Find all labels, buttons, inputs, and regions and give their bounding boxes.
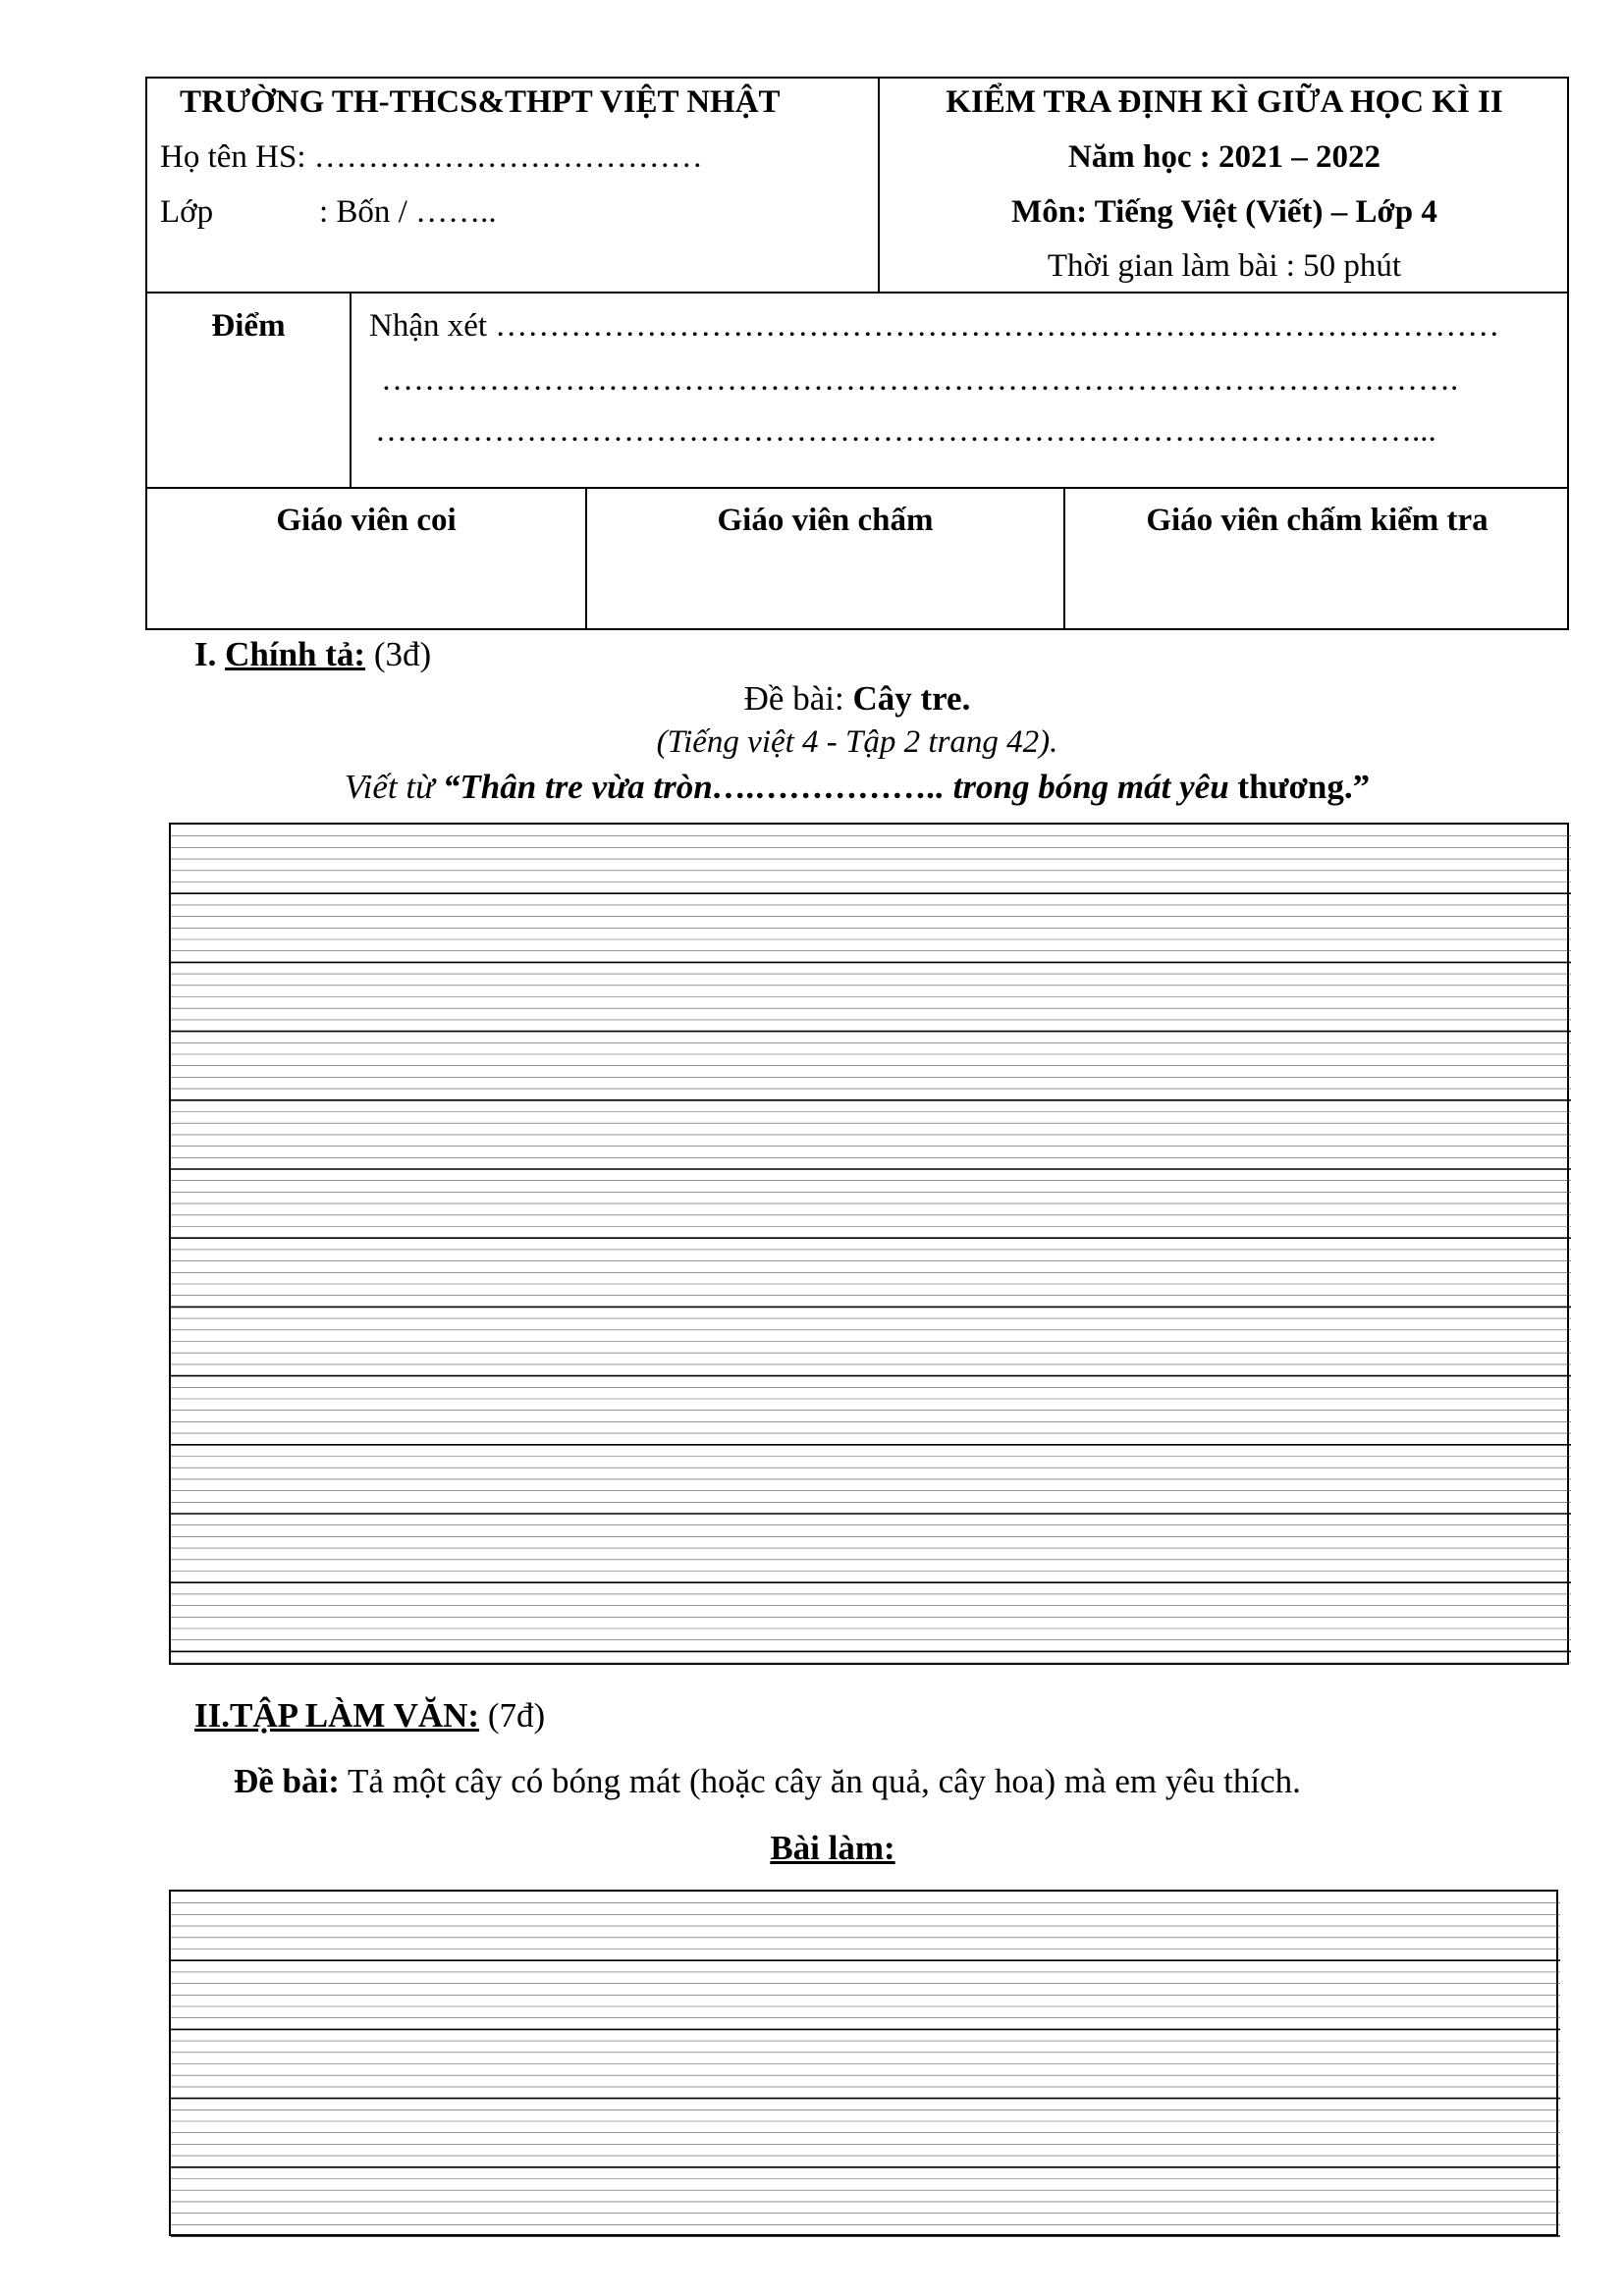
- composition-topic: [234, 1764, 1301, 1798]
- section-2-points: (7đ): [487, 1696, 546, 1735]
- grading-divider: [350, 292, 352, 489]
- subject-title: Môn: Tiếng Việt (Viết) – Lớp 4: [1011, 194, 1437, 230]
- section-1-points: (3đ): [373, 635, 432, 673]
- grader-label: Giáo viên chấm: [717, 503, 934, 538]
- comment-line-3[interactable]: ……………………………………………………………………………………...: [375, 413, 1436, 449]
- school-name: TRƯỜNG TH-THCS&THPT VIỆT NHẬT: [180, 84, 781, 120]
- dictation-topic-title: Cây tre.: [852, 679, 971, 718]
- composition-ruled-lines: [171, 1892, 1560, 2238]
- section-1-number: I.: [194, 635, 217, 673]
- dictation-ruled-lines: [171, 825, 1571, 1667]
- dictation-source: (Tiếng việt 4 - Tập 2 trang 42).: [656, 724, 1058, 760]
- comment-line-2[interactable]: ……………………………………………………………………………………….: [381, 362, 1459, 398]
- student-name-field[interactable]: Họ tên HS: ………………………………: [160, 139, 703, 175]
- section-2-heading: [194, 1698, 545, 1733]
- section-1-heading: [194, 637, 431, 671]
- dictation-topic: [145, 681, 1569, 716]
- section-2-title: II.TẬP LÀM VĂN:: [194, 1696, 480, 1735]
- composition-topic-label: Đề bài:: [234, 1762, 340, 1800]
- checker-label: Giáo viên chấm kiểm tra: [1146, 503, 1489, 538]
- score-label: Điểm: [211, 308, 286, 344]
- composition-writing-area[interactable]: [169, 1890, 1558, 2236]
- exam-title: KIỂM TRA ĐỊNH KÌ GIỮA HỌC KÌ II: [946, 84, 1503, 120]
- dictation-writing-area[interactable]: [169, 823, 1569, 1665]
- dictation-topic-label: Đề bài:: [743, 679, 844, 718]
- class-field[interactable]: : Bốn / ……..: [319, 194, 497, 230]
- dictation-instruction: [145, 770, 1569, 804]
- composition-topic-text: Tả một cây có bóng mát (hoặc cây ăn quả, cây hoa) mà em yêu thích.: [348, 1762, 1301, 1800]
- instruction-end: thương.”: [1237, 768, 1371, 806]
- comment-line-1[interactable]: Nhận xét …………………………………………………………………………………: [369, 308, 1500, 344]
- instruction-prefix: Viết từ: [344, 768, 435, 806]
- answer-heading: Bài làm:: [770, 1829, 895, 1867]
- exam-duration: Thời gian làm bài : 50 phút: [1047, 248, 1402, 284]
- proctor-label: Giáo viên coi: [276, 503, 457, 538]
- school-year: Năm học : 2021 – 2022: [1067, 139, 1381, 175]
- instruction-quote: “Thân tre vừa tròn….…………….. trong bóng mát yêu: [442, 768, 1229, 806]
- section-1-title: Chính tả:: [225, 635, 366, 673]
- class-label: Lớp: [160, 194, 214, 230]
